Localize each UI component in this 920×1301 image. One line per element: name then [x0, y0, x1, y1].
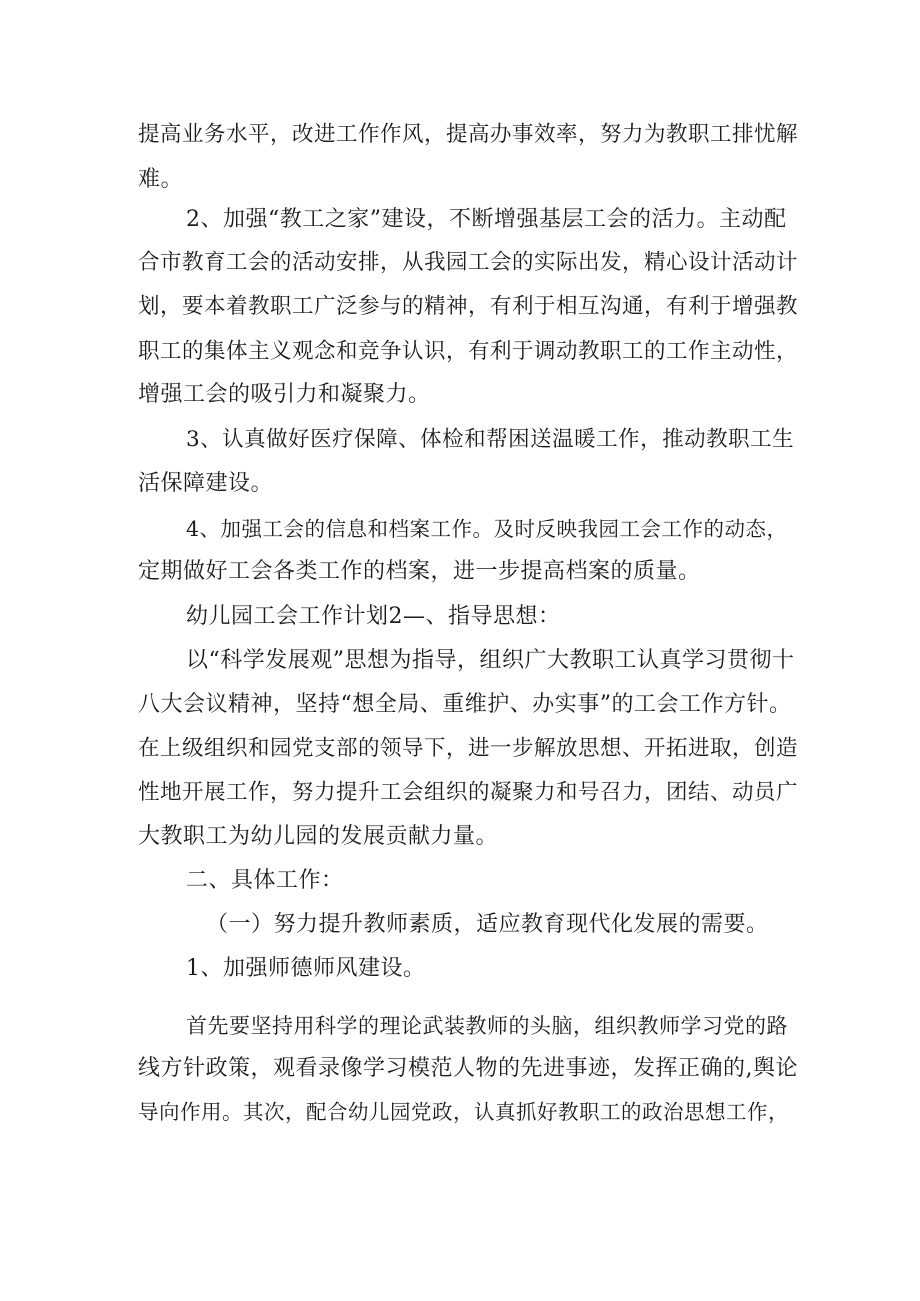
paragraph-line: 八大会议精神，坚持“想全局、重维护、办实事”的工会工作方针。 [138, 692, 792, 717]
section-heading: 幼儿园工会工作计划2—、指导思想： [186, 604, 561, 629]
paragraph-line: 4、加强工会的信息和档案工作。及时反映我园工会工作的动态， [186, 517, 788, 541]
paragraph-line: 以“科学发展观”思想为指导，组织广大教职工认真学习贯彻十 [186, 648, 795, 673]
section-heading: 二、具体工作： [186, 868, 344, 893]
paragraph-line: 增强工会的吸引力和凝聚力。 [138, 382, 431, 407]
paragraph-line: 难。 [138, 167, 184, 192]
paragraph-line: 合市教育工会的活动安排，从我园工会的实际出发，精心设计活动计 [138, 250, 799, 275]
subsection-heading: （一）努力提升教师素质，适应教育现代化发展的需要。 [206, 912, 769, 937]
paragraph-line: 活保障建设。 [138, 471, 274, 496]
paragraph-line: 线方针政策，观看录像学习模范人物的先进事迹，发挥正确的,舆论 [138, 1056, 798, 1081]
paragraph-line: 性地开展工作，努力提升工会组织的凝聚力和号召力，团结、动员广 [138, 780, 799, 805]
paragraph-line: 定期做好工会各类工作的档案，进一步提高档案的质量。 [138, 559, 701, 584]
paragraph-line: 职工的集体主义观念和竞争认识，有利于调动教职工的工作主动性， [138, 339, 799, 364]
paragraph-line: 首先要坚持用科学的理论武装教师的头脑，组织教师学习党的路 [186, 1014, 788, 1038]
paragraph-line: 划，要本着教职工广泛参与的精神，有利于相互沟通，有利于增强教 [138, 294, 799, 319]
paragraph-line: 提高业务水平，改进工作作风，提高办事效率，努力为教职工排忧解 [138, 122, 799, 147]
paragraph-line: 2、加强“教工之家”建设，不断增强基层工会的活力。主动配 [186, 207, 787, 232]
paragraph-line: 3、认真做好医疗保障、体检和帮困送温暖工作，推动教职工生 [186, 427, 795, 452]
paragraph-line: 大教职工为幼儿园的发展贡献力量。 [138, 824, 499, 849]
item-heading: 1、加强师德师风建设。 [186, 956, 426, 981]
paragraph-line: 在上级组织和园党支部的领导下，进一步解放思想、开拓进取，创造 [138, 736, 799, 761]
paragraph-line: 导向作用。其次，配合幼儿园党政，认真抓好教职工的政治思想工作， [138, 1100, 789, 1124]
